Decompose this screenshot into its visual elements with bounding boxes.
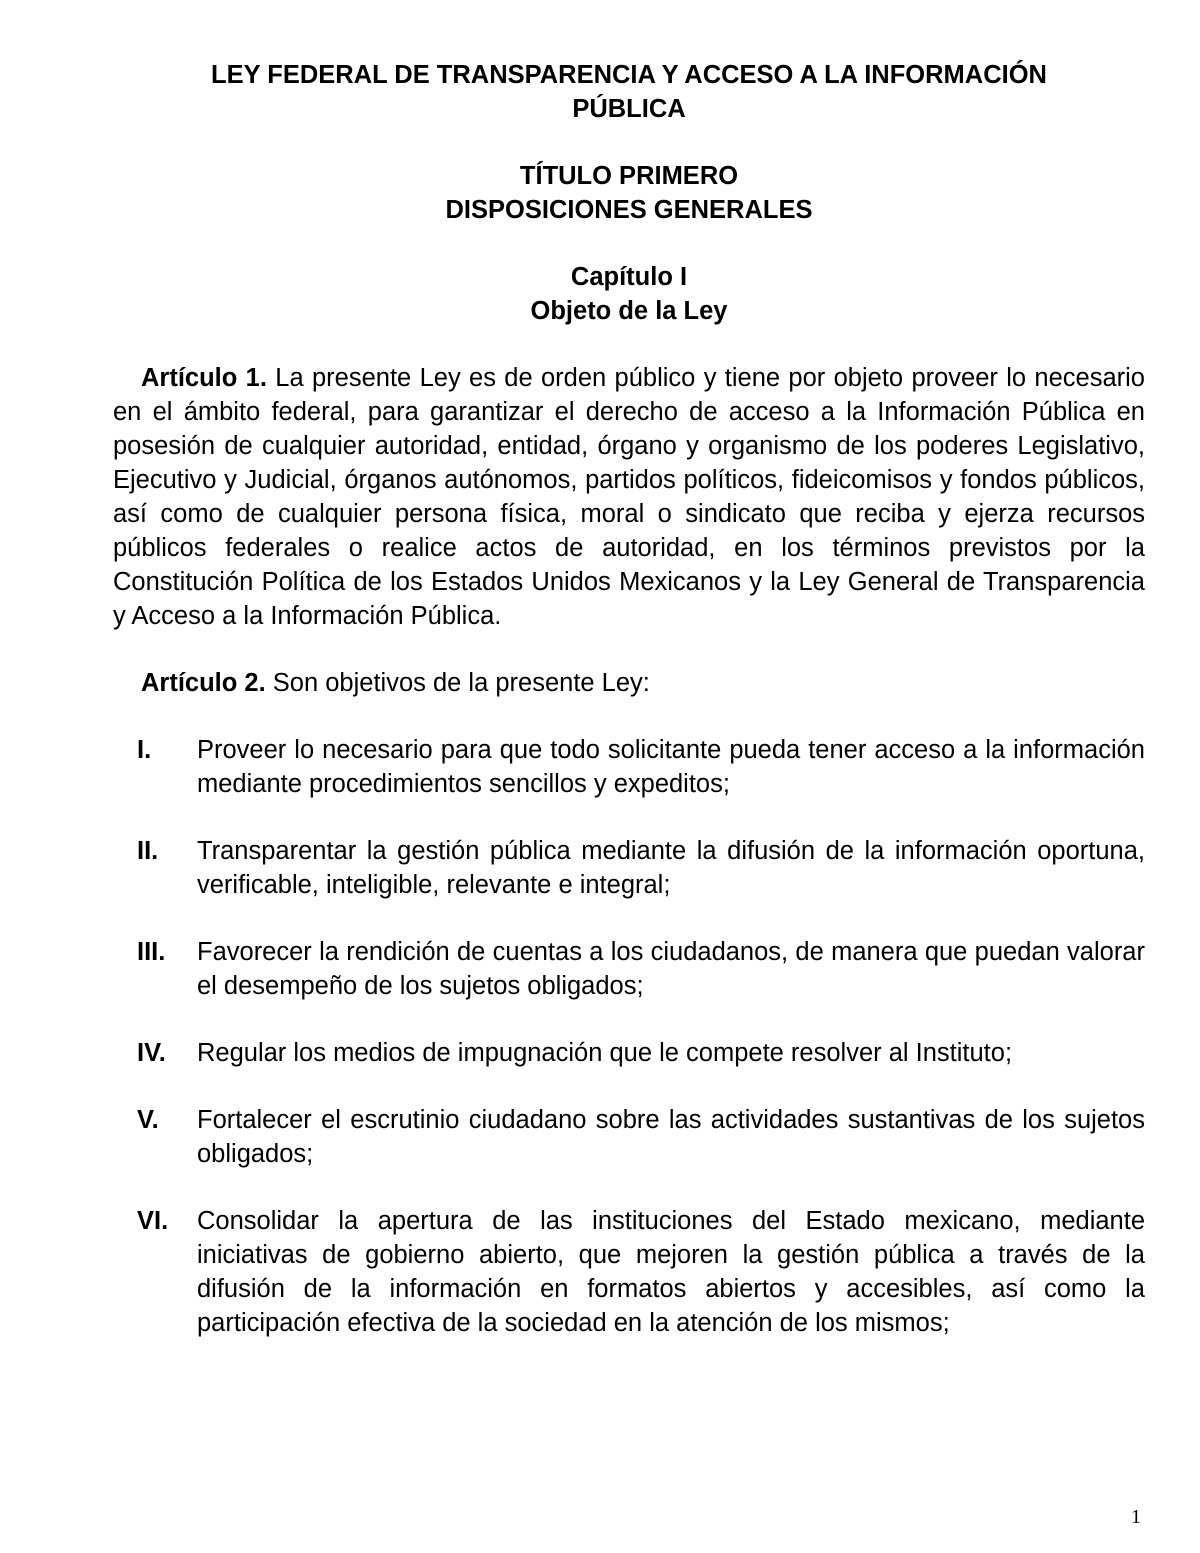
article-1-text: La presente Ley es de orden público y tiene por objeto proveer lo necesario en el ámbito federal, para garantizar el derecho de acceso a la Información Pública en posesión de cualquier autoridad, entidad, órgano y organismo de los poderes Legislativo, Ejecutivo y Judicial, órganos autónomos, partidos políticos, fideicomisos y fondos públicos, así como de cualquier persona física, moral o sindicato que reciba y ejerza recursos públicos federales o realice actos de autoridad, en los términos previstos por la Constitución Política de los Estados Unidos Mexicanos y la Ley General de Transparencia y Acceso a la Información Pública. <box>113 364 1145 630</box>
document-title <box>113 58 1145 126</box>
list-item-text: Transparentar la gestión pública mediante la difusión de la información oportuna, verificable, inteligible, relevante e integral; <box>197 837 1145 899</box>
list-item-text: Favorecer la rendición de cuentas a los ciudadanos, de manera que puedan valorar el desempeño de los sujetos obligados; <box>197 938 1145 1000</box>
title-line-1: LEY FEDERAL DE TRANSPARENCIA Y ACCESO A LA INFORMACIÓN <box>211 61 1047 89</box>
article-2-label: Artículo 2. <box>141 669 266 697</box>
chapter-line-2: Objeto de la Ley <box>530 297 728 325</box>
list-item-text: Fortalecer el escrutinio ciudadano sobre las actividades sustantivas de los sujetos obligados; <box>197 1106 1145 1168</box>
list-item-text: Proveer lo necesario para que todo solicitante pueda tener acceso a la información mediante procedimientos sencillos y expeditos; <box>197 736 1145 798</box>
article-2-list <box>113 733 1145 1340</box>
section-heading <box>113 159 1145 227</box>
list-item <box>113 1204 1145 1340</box>
list-item <box>113 1103 1145 1171</box>
section-line-2: DISPOSICIONES GENERALES <box>445 196 813 224</box>
list-item-number: III. <box>137 938 166 966</box>
title-line-2: PÚBLICA <box>572 95 686 123</box>
article-2-text: Son objetivos de la presente Ley: <box>272 669 650 697</box>
chapter-heading <box>113 260 1145 328</box>
document-page <box>113 58 1145 1340</box>
list-item <box>113 935 1145 1003</box>
list-item-text: Regular los medios de impugnación que le compete resolver al Instituto; <box>197 1039 1013 1067</box>
page-number: 1 <box>1131 1506 1141 1528</box>
article-2 <box>113 666 1145 700</box>
list-item <box>113 1036 1145 1070</box>
list-item <box>113 834 1145 902</box>
list-item-number: II. <box>137 837 159 865</box>
list-item <box>113 733 1145 801</box>
list-item-text: Consolidar la apertura de las instituciones del Estado mexicano, mediante iniciativas de gobierno abierto, que mejoren la gestión pública a través de la difusión de la información en formatos abiertos y accesibles, así como la participación efectiva de la sociedad en la atención de los mismos; <box>197 1207 1145 1337</box>
chapter-line-1: Capítulo I <box>570 263 688 291</box>
list-item-number: IV. <box>137 1039 166 1067</box>
list-item-number: V. <box>137 1106 159 1134</box>
article-1 <box>113 361 1145 633</box>
section-line-1: TÍTULO PRIMERO <box>519 162 739 190</box>
list-item-number: VI. <box>137 1207 169 1235</box>
article-1-label: Artículo 1. <box>141 364 267 392</box>
list-item-number: I. <box>137 736 152 764</box>
